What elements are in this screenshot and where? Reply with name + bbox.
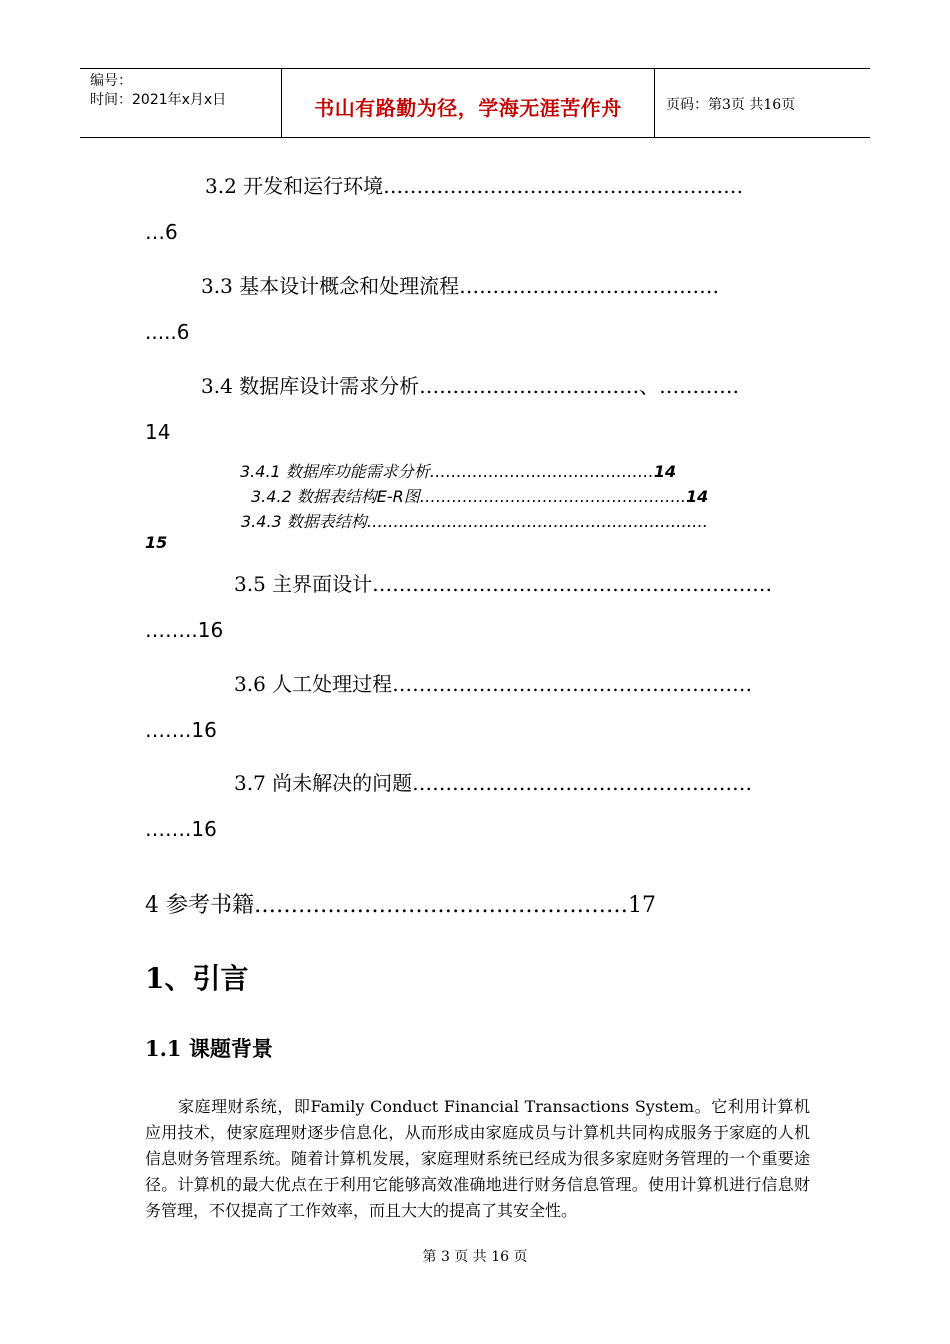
header-motto: 书山有路勤为径，学海无涯苦作舟 [314,96,622,120]
toc-item-3-6-page: …….16 [145,718,217,742]
toc-item-3-4-1-page: 14 [653,462,677,481]
toc-item-3-4: 3.4 数据库设计需求分析……………………………、………… [201,374,740,398]
time-label: 时间：2021年x月x日 [90,92,227,108]
section-1-1-paragraph: 家庭理财系统，即Family Conduct Financial Transactions System。它利用计算机应用技术，使家庭理财逐步信息化，从而形成由家庭成员与计算机共同构成服务于家庭的人机信息财务管理系统。随着计算机发展，家庭理财系统已经成为很多家庭财务管理的一个重要途径。计算机的最大优点在于利用它能够高效准确地进行财务信息管理。使用计算机进行信息财务管理，不仅提高了工作效率，而且大大的提高了其安全性。 [145,1097,810,1220]
toc-item-3-7: 3.7 尚未解决的问题…………………………………………… [234,771,753,795]
toc-item-3-4-3: 3.4.3 数据表结构………………………………………………………. [241,512,708,531]
toc-item-3-4-1-label: 3.4.1 数据库功能需求分析…………………………………… [240,462,654,481]
toc-item-3-4-3-page [145,533,167,552]
toc-item-3-2-page: …6 [145,220,178,244]
page-footer: 第 3 页 共 16 页 [422,1249,528,1265]
toc-item-3-4-3-page-number: 15 [145,533,168,552]
toc-item-3-3-page: .....6 [145,320,190,344]
header-divider [654,69,655,137]
section-1-title: 1、引言 [145,962,249,995]
section-1-1-title: 1.1 课题背景 [145,1036,273,1061]
toc-item-3-7-page: …….16 [145,817,217,841]
toc-item-3-4-1 [240,459,676,482]
toc-item-3-6: 3.6 人工处理过程……………………………………………… [234,672,753,696]
toc-item-4: 4 参考书籍……………………………………………17 [145,893,656,918]
header-meta [90,72,226,110]
toc-item-3-4-2 [251,484,708,507]
toc-item-3-2: 3.2 开发和运行环境……………………………………………… [205,174,744,198]
toc-item-3-4-2-label: 3.4.2 数据表结构E-R图………………………………………….. [251,487,686,506]
header-page-info: 页码：第3页 共16页 [666,97,796,113]
number-label: 编号： [90,73,132,89]
page-header [80,68,870,138]
toc-item-3-4-page: 14 [145,420,171,444]
toc-item-3-5-page: ……..16 [145,618,224,642]
toc-item-3-5: 3.5 主界面设计…………………………………………………… [234,572,773,596]
toc-item-3-4-2-page: 14 [685,487,709,506]
toc-item-3-3: 3.3 基本设计概念和处理流程………………………………… [201,274,720,298]
